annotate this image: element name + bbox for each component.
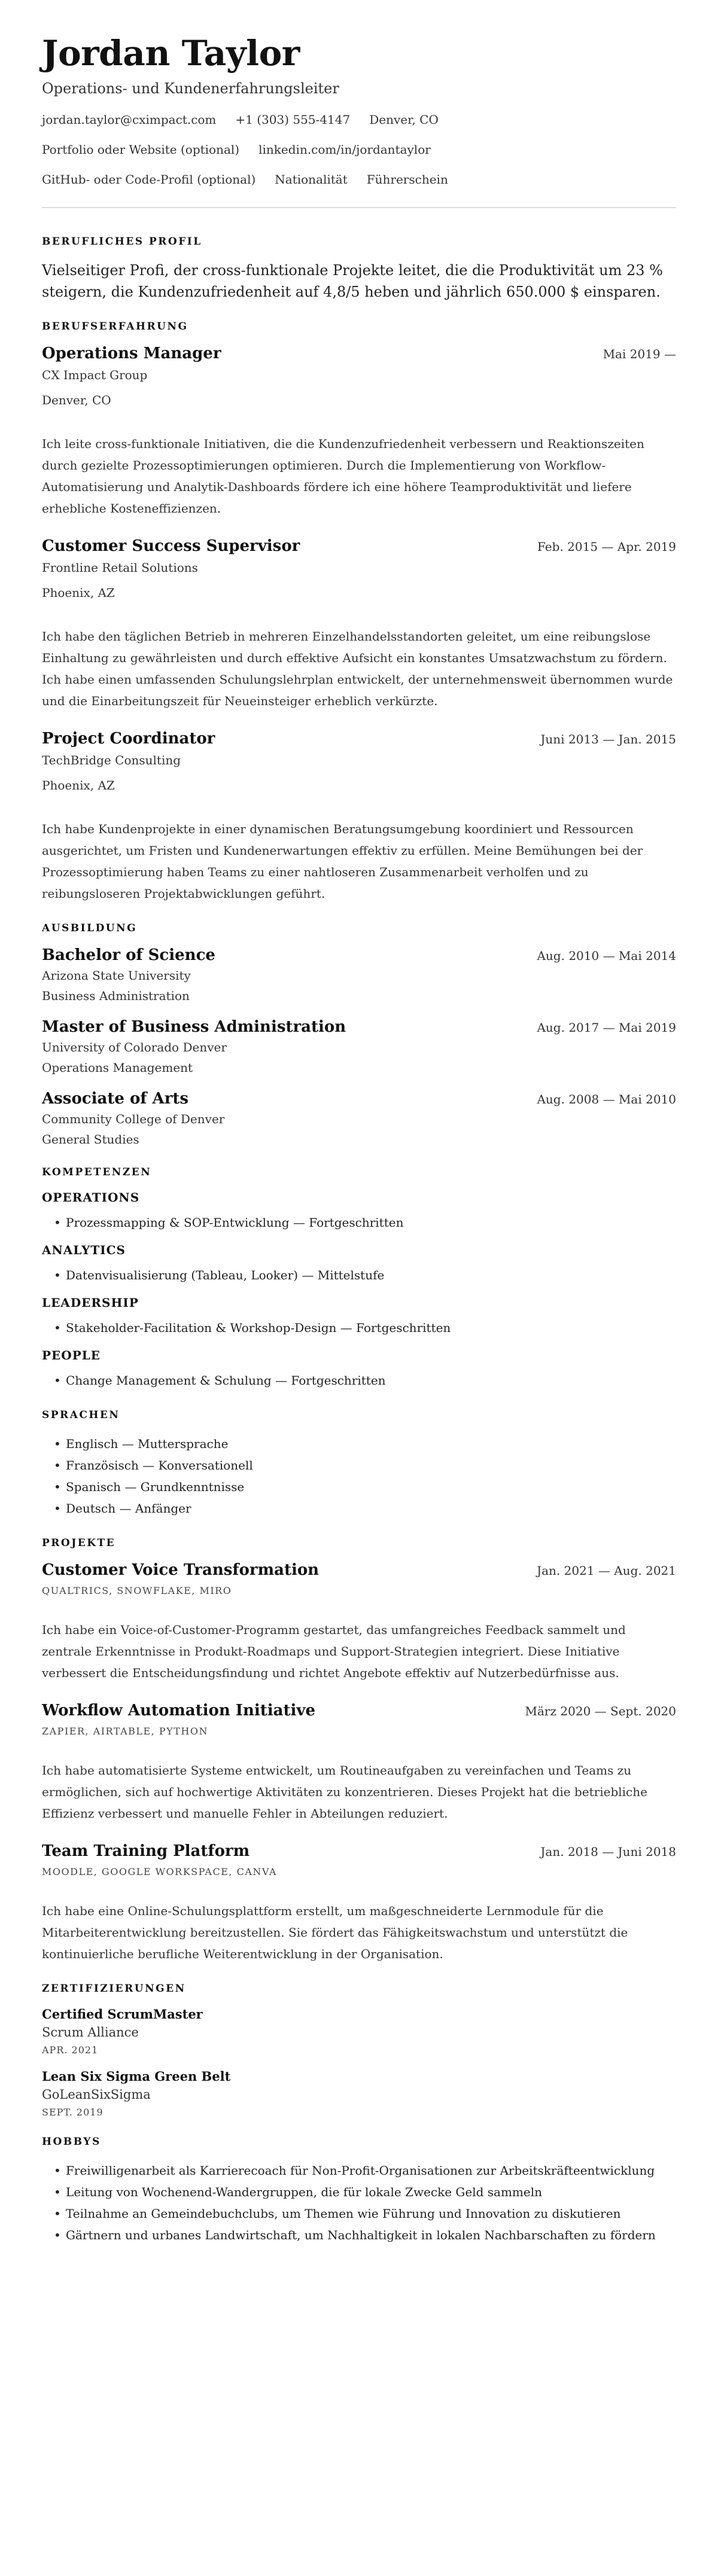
- experience-entry: [42, 345, 676, 519]
- company-name: Frontline Retail Solutions: [42, 560, 198, 575]
- skill-group: [42, 1348, 676, 1391]
- contact-row: [42, 141, 676, 158]
- school-name: University of Colorado Denver: [42, 1039, 227, 1054]
- location: Denver, CO: [369, 112, 439, 127]
- project-name: Workflow Automation Initiative: [42, 1701, 315, 1720]
- project-tech: ZAPIER, AIRTABLE, PYTHON: [42, 1725, 208, 1737]
- certification-date: APR. 2021: [42, 2044, 99, 2056]
- education-section: [42, 922, 676, 1148]
- section-title: ZERTIFIZIERUNGEN: [42, 1982, 186, 1995]
- skill-category: OPERATIONS: [42, 1190, 140, 1205]
- phone-number: +1 (303) 555-4147: [235, 112, 351, 127]
- entry-header: [42, 345, 676, 362]
- contact-info: [42, 111, 676, 188]
- hobby-item: • Gärtnern und urbanes Landwirtschaft, um Nachhaltigkeit in lokalen Nachbarschaften zu fördern: [42, 2224, 676, 2246]
- skill-item: • Stakeholder-Facilitation & Workshop-Design — Fortgeschritten: [42, 1317, 676, 1339]
- degree-title: Master of Business Administration: [42, 1017, 346, 1036]
- language-list: [42, 1433, 676, 1519]
- field-of-study: Operations Management: [42, 1060, 193, 1075]
- project-name: Team Training Platform: [42, 1842, 250, 1860]
- skill-category: LEADERSHIP: [42, 1295, 139, 1310]
- entry-header: [42, 1842, 676, 1860]
- education-entry: [42, 1018, 676, 1077]
- linkedin-link[interactable]: linkedin.com/in/jordantaylor: [258, 142, 431, 157]
- job-location: Phoenix, AZ: [42, 585, 115, 600]
- experience-entry: [42, 730, 676, 904]
- field-of-study: Business Administration: [42, 988, 190, 1003]
- certification-entry: [42, 2007, 676, 2056]
- skill-group: [42, 1295, 676, 1339]
- projects-section: [42, 1537, 676, 1965]
- portfolio-link[interactable]: Portfolio oder Website (optional): [42, 142, 240, 157]
- language-item: • Englisch — Muttersprache: [42, 1433, 676, 1455]
- profile-summary: Vielseitiger Profi, der cross-funktionale Projekte leitet, die die Produktivität um 23 % steigern, die Kundenzufriedenheit auf 4,8/5 heben und jährlich 650.000 $ einsparen.: [42, 261, 663, 300]
- skill-list: [42, 1212, 676, 1233]
- job-description: Ich habe Kundenprojekte in einer dynamischen Beratungsumgebung koordiniert und Ressourcen ausgerichtet, um Fristen und Kundenerwartungen effektiv zu erfüllen. Meine Bemühungen bei der Prozessoptimierung haben Teams zu einer nahtloseren Zusammenarbeit verholfen und zu reibungsloseren Projektabwicklungen geführt.: [42, 821, 643, 901]
- education-dates: Aug. 2010 — Mai 2014: [537, 948, 676, 963]
- hobby-item: • Freiwilligenarbeit als Karrierecoach für Non-Profit-Organisationen zur Arbeitskräfteentwicklung: [42, 2160, 676, 2181]
- project-description: Ich habe ein Voice-of-Customer-Programm gestartet, das umfangreiches Feedback sammelt und zentrale Erkenntnisse in Produkt-Roadmaps und Support-Strategien integriert. Diese Initiative verbessert die Entscheidungsfindung und richtet Angebote effektiv auf Nutzerbedürfnisse aus.: [42, 1622, 626, 1680]
- section-title: BERUFLICHES PROFIL: [42, 235, 202, 248]
- email-link[interactable]: jordan.taylor@cximpact.com: [42, 112, 217, 127]
- header-divider: [42, 207, 676, 208]
- skill-group: [42, 1243, 676, 1286]
- profile-section: [42, 236, 676, 303]
- entry-header: [42, 1018, 676, 1036]
- certification-issuer: Scrum Alliance: [42, 2025, 139, 2040]
- section-title: PROJEKTE: [42, 1537, 116, 1549]
- skill-group: [42, 1190, 676, 1233]
- degree-title: Bachelor of Science: [42, 946, 215, 964]
- language-item: • Französisch — Konversationell: [42, 1455, 676, 1476]
- language-item: • Spanisch — Grundkenntnisse: [42, 1476, 676, 1498]
- skill-category: PEOPLE: [42, 1348, 101, 1362]
- education-entry: [42, 1090, 676, 1148]
- project-description: Ich habe eine Online-Schulungsplattform erstellt, um maßgeschneiderte Lernmodule für die Mitarbeiterentwicklung bereitzustellen. Sie fördert das Fähigkeitswachstum und unterstützt die kontinuierliche berufliche Weiterentwicklung in der Organisation.: [42, 1903, 628, 1961]
- project-tech: QUALTRICS, SNOWFLAKE, MIRO: [42, 1584, 232, 1596]
- skill-list: [42, 1317, 676, 1339]
- job-location: Denver, CO: [42, 392, 111, 407]
- entry-header: [42, 1090, 676, 1108]
- job-dates: Juni 2013 — Jan. 2015: [540, 731, 676, 746]
- job-description: Ich leite cross-funktionale Initiativen, die die Kundenzufriedenheit verbessern und Reaktionszeiten durch gezielte Prozessoptimierungen optimieren. Durch die Implementierung von Workflow-Automatisierung und Analytik-Dashboards fördere ich eine höhere Teamproduktivität und liefere erhebliche Kosteneffizienzen.: [42, 436, 644, 516]
- candidate-name: Jordan Taylor: [42, 33, 300, 74]
- certification-name: Lean Six Sigma Green Belt: [42, 2068, 231, 2084]
- project-dates: Jan. 2021 — Aug. 2021: [537, 1563, 676, 1578]
- section-title: HOBBYS: [42, 2135, 101, 2148]
- degree-title: Associate of Arts: [42, 1089, 189, 1108]
- job-title: Project Coordinator: [42, 729, 215, 748]
- skill-list: [42, 1264, 676, 1286]
- skills-section: [42, 1166, 676, 1391]
- company-name: TechBridge Consulting: [42, 752, 181, 767]
- skill-item: • Prozessmapping & SOP-Entwicklung — Fortgeschritten: [42, 1212, 676, 1233]
- skill-category: ANALYTICS: [42, 1242, 126, 1257]
- project-dates: März 2020 — Sept. 2020: [525, 1703, 676, 1718]
- skill-item: • Change Management & Schulung — Fortgeschritten: [42, 1370, 676, 1391]
- section-title: BERUFSERFAHRUNG: [42, 320, 188, 333]
- certification-name: Certified ScrumMaster: [42, 2006, 203, 2022]
- skill-item: • Datenvisualisierung (Tableau, Looker) — Mittelstufe: [42, 1264, 676, 1286]
- section-title: SPRACHEN: [42, 1409, 120, 1421]
- language-item: • Deutsch — Anfänger: [42, 1498, 676, 1519]
- skill-list: [42, 1370, 676, 1391]
- project-entry: [42, 1842, 676, 1965]
- school-name: Arizona State University: [42, 968, 191, 983]
- job-description: Ich habe den täglichen Betrieb in mehreren Einzelhandelsstandorten geleitet, um eine reibungslose Einhaltung zu gewährleisten und durch effektive Aufsicht ein konstantes Umsatzwachstum zu fördern. Ich habe einen umfassenden Schulungslehrplan entwickelt, der unternehmensweit übernommen wurde und die Einarbeitungszeit für Neueinsteiger erheblich verkürzte.: [42, 629, 673, 708]
- school-name: Community College of Denver: [42, 1111, 225, 1126]
- nationality: Nationalität: [275, 172, 348, 187]
- experience-entry: [42, 537, 676, 712]
- project-entry: [42, 1702, 676, 1824]
- certification-issuer: GoLeanSixSigma: [42, 2087, 151, 2102]
- contact-row: [42, 171, 676, 188]
- candidate-headline: Operations- und Kundenerfahrungsleiter: [42, 80, 339, 97]
- section-title: KOMPETENZEN: [42, 1166, 152, 1178]
- entry-header: [42, 946, 676, 964]
- job-title: Operations Manager: [42, 344, 221, 362]
- education-dates: Aug. 2017 — Mai 2019: [537, 1020, 676, 1035]
- entry-header: [42, 1561, 676, 1579]
- job-dates: Feb. 2015 — Apr. 2019: [537, 539, 676, 554]
- education-dates: Aug. 2008 — Mai 2010: [537, 1092, 676, 1106]
- job-location: Phoenix, AZ: [42, 778, 115, 792]
- certifications-section: [42, 1983, 676, 2118]
- hobbies-section: [42, 2136, 676, 2246]
- certification-entry: [42, 2069, 676, 2118]
- entry-header: [42, 1702, 676, 1720]
- section-title: AUSBILDUNG: [42, 922, 138, 934]
- entry-header: [42, 537, 676, 555]
- languages-section: [42, 1409, 676, 1519]
- field-of-study: General Studies: [42, 1132, 139, 1147]
- drivers-license: Führerschein: [366, 172, 448, 187]
- resume-header: [42, 35, 676, 188]
- hobby-item: • Leitung von Wochenend-Wandergruppen, die für lokale Zwecke Geld sammeln: [42, 2181, 676, 2203]
- hobby-item: • Teilnahme an Gemeindebuchclubs, um Themen wie Führung und Innovation zu diskutieren: [42, 2203, 676, 2224]
- project-description: Ich habe automatisierte Systeme entwickelt, um Routineaufgaben zu vereinfachen und Teams zu ermöglichen, sich auf hochwertige Aktivitäten zu konzentrieren. Dieses Projekt hat die betriebliche Effizienz verbessert und manuelle Fehler in Abteilungen reduziert.: [42, 1763, 647, 1821]
- experience-section: [42, 321, 676, 904]
- company-name: CX Impact Group: [42, 367, 148, 382]
- job-title: Customer Success Supervisor: [42, 536, 300, 555]
- project-name: Customer Voice Transformation: [42, 1560, 320, 1579]
- project-tech: MOODLE, GOOGLE WORKSPACE, CANVA: [42, 1865, 277, 1877]
- contact-row: [42, 111, 676, 128]
- job-dates: Mai 2019 —: [603, 346, 676, 361]
- entry-header: [42, 730, 676, 748]
- github-link[interactable]: GitHub- oder Code-Profil (optional): [42, 172, 256, 187]
- project-entry: [42, 1561, 676, 1684]
- certification-date: SEPT. 2019: [42, 2106, 104, 2118]
- hobby-list: [42, 2160, 676, 2246]
- education-entry: [42, 946, 676, 1005]
- project-dates: Jan. 2018 — Juni 2018: [540, 1844, 676, 1859]
